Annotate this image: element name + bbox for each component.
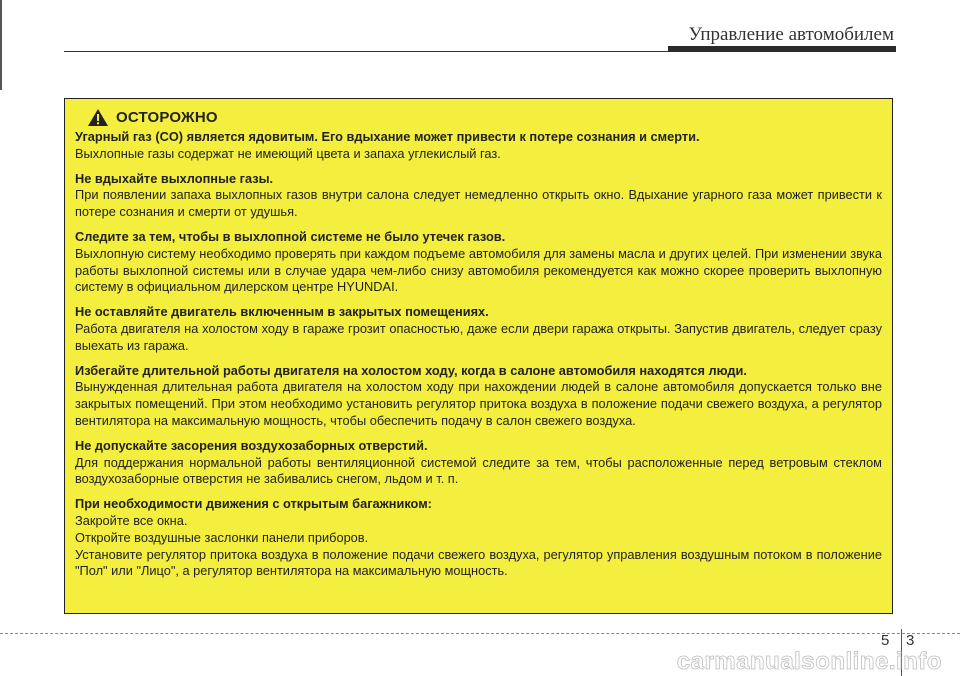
- warning-heading: Не допускайте засорения воздухозаборных отверстий.: [75, 437, 428, 453]
- warning-text: Работа двигателя на холостом ходу в гараже грозит опасностью, даже если двери гаража открыты. Запустив двигатель, следует сразу выехать из гаража.: [75, 320, 882, 353]
- left-margin-rule: [0, 0, 2, 90]
- warning-text: Закройте все окна.: [75, 512, 188, 528]
- warning-heading: При необходимости движения с открытым багажником:: [75, 496, 432, 512]
- warning-heading: Не вдыхайте выхлопные газы.: [75, 170, 274, 186]
- watermark: carmanualsonline.info: [676, 648, 942, 675]
- warning-text: Выхлопные газы содержат не имеющий цвета и запаха углекислый газ.: [75, 145, 501, 161]
- page-number: 3: [906, 632, 915, 649]
- footer-rule: [0, 633, 960, 634]
- warning-box: [64, 98, 893, 614]
- warning-text: Откройте воздушные заслонки панели приборов.: [75, 529, 369, 545]
- header-rule-accent: [668, 46, 896, 52]
- warning-heading: Избегайте длительной работы двигателя на холостом ходу, когда в салоне автомобиля находятся люди.: [75, 362, 747, 378]
- warning-heading-co: Угарный газ (CO) является ядовитым. Его вдыхание может привести к потере сознания и смерти.: [75, 129, 700, 144]
- warning-text: При появлении запаха выхлопных газов внутри салона следует немедленно открыть окно. Вдыхание угарного газа может привести к потере сознания и смерти от удушья.: [75, 187, 882, 220]
- warning-text: Выхлопную систему необходимо проверять при каждом подъеме автомобиля для замены масла и других целей. При изменении звука работы выхлопной системы или в случае удара чем-либо снизу автомобиля рекомендуется как можно скорее проверить выхлопную систему в официальном дилерском центре HYUNDAI.: [75, 245, 882, 295]
- warning-text: Установите регулятор притока воздуха в положение подачи свежего воздуха, регулятор управления воздушным потоком в положение "Пол" или "Лицо", а регулятор вентилятора на максимальную мощность.: [75, 546, 882, 579]
- warning-title: ОСТОРОЖНО: [116, 109, 218, 126]
- warning-heading: Не оставляйте двигатель включенным в закрытых помещениях.: [75, 304, 489, 320]
- warning-heading: Следите за тем, чтобы в выхлопной системе не было утечек газов.: [75, 228, 506, 244]
- warning-body: [75, 129, 882, 580]
- warning-header: [75, 108, 882, 127]
- warning-text: Для поддержания нормальной работы вентиляционной системой следите за тем, чтобы расположенные перед ветровым стеклом воздухозаборные отверстия не забивались снегом, льдом и т. п.: [75, 454, 882, 487]
- warning-text: Вынужденная длительная работа двигателя на холостом ходу при нахождении людей в салоне автомобиля допускается только вне закрытых помещений. При этом необходимо установить регулятор притока воздуха в положение подачи свежего воздуха, а регулятор вентилятора на максимальную мощность, чтобы обеспечить подачу в салон свежего воздуха.: [75, 379, 882, 428]
- header-rule: [64, 51, 668, 52]
- section-title: Управление автомобилем: [688, 24, 894, 45]
- chapter-number: 5: [881, 632, 890, 649]
- warning-triangle-icon: [87, 108, 109, 127]
